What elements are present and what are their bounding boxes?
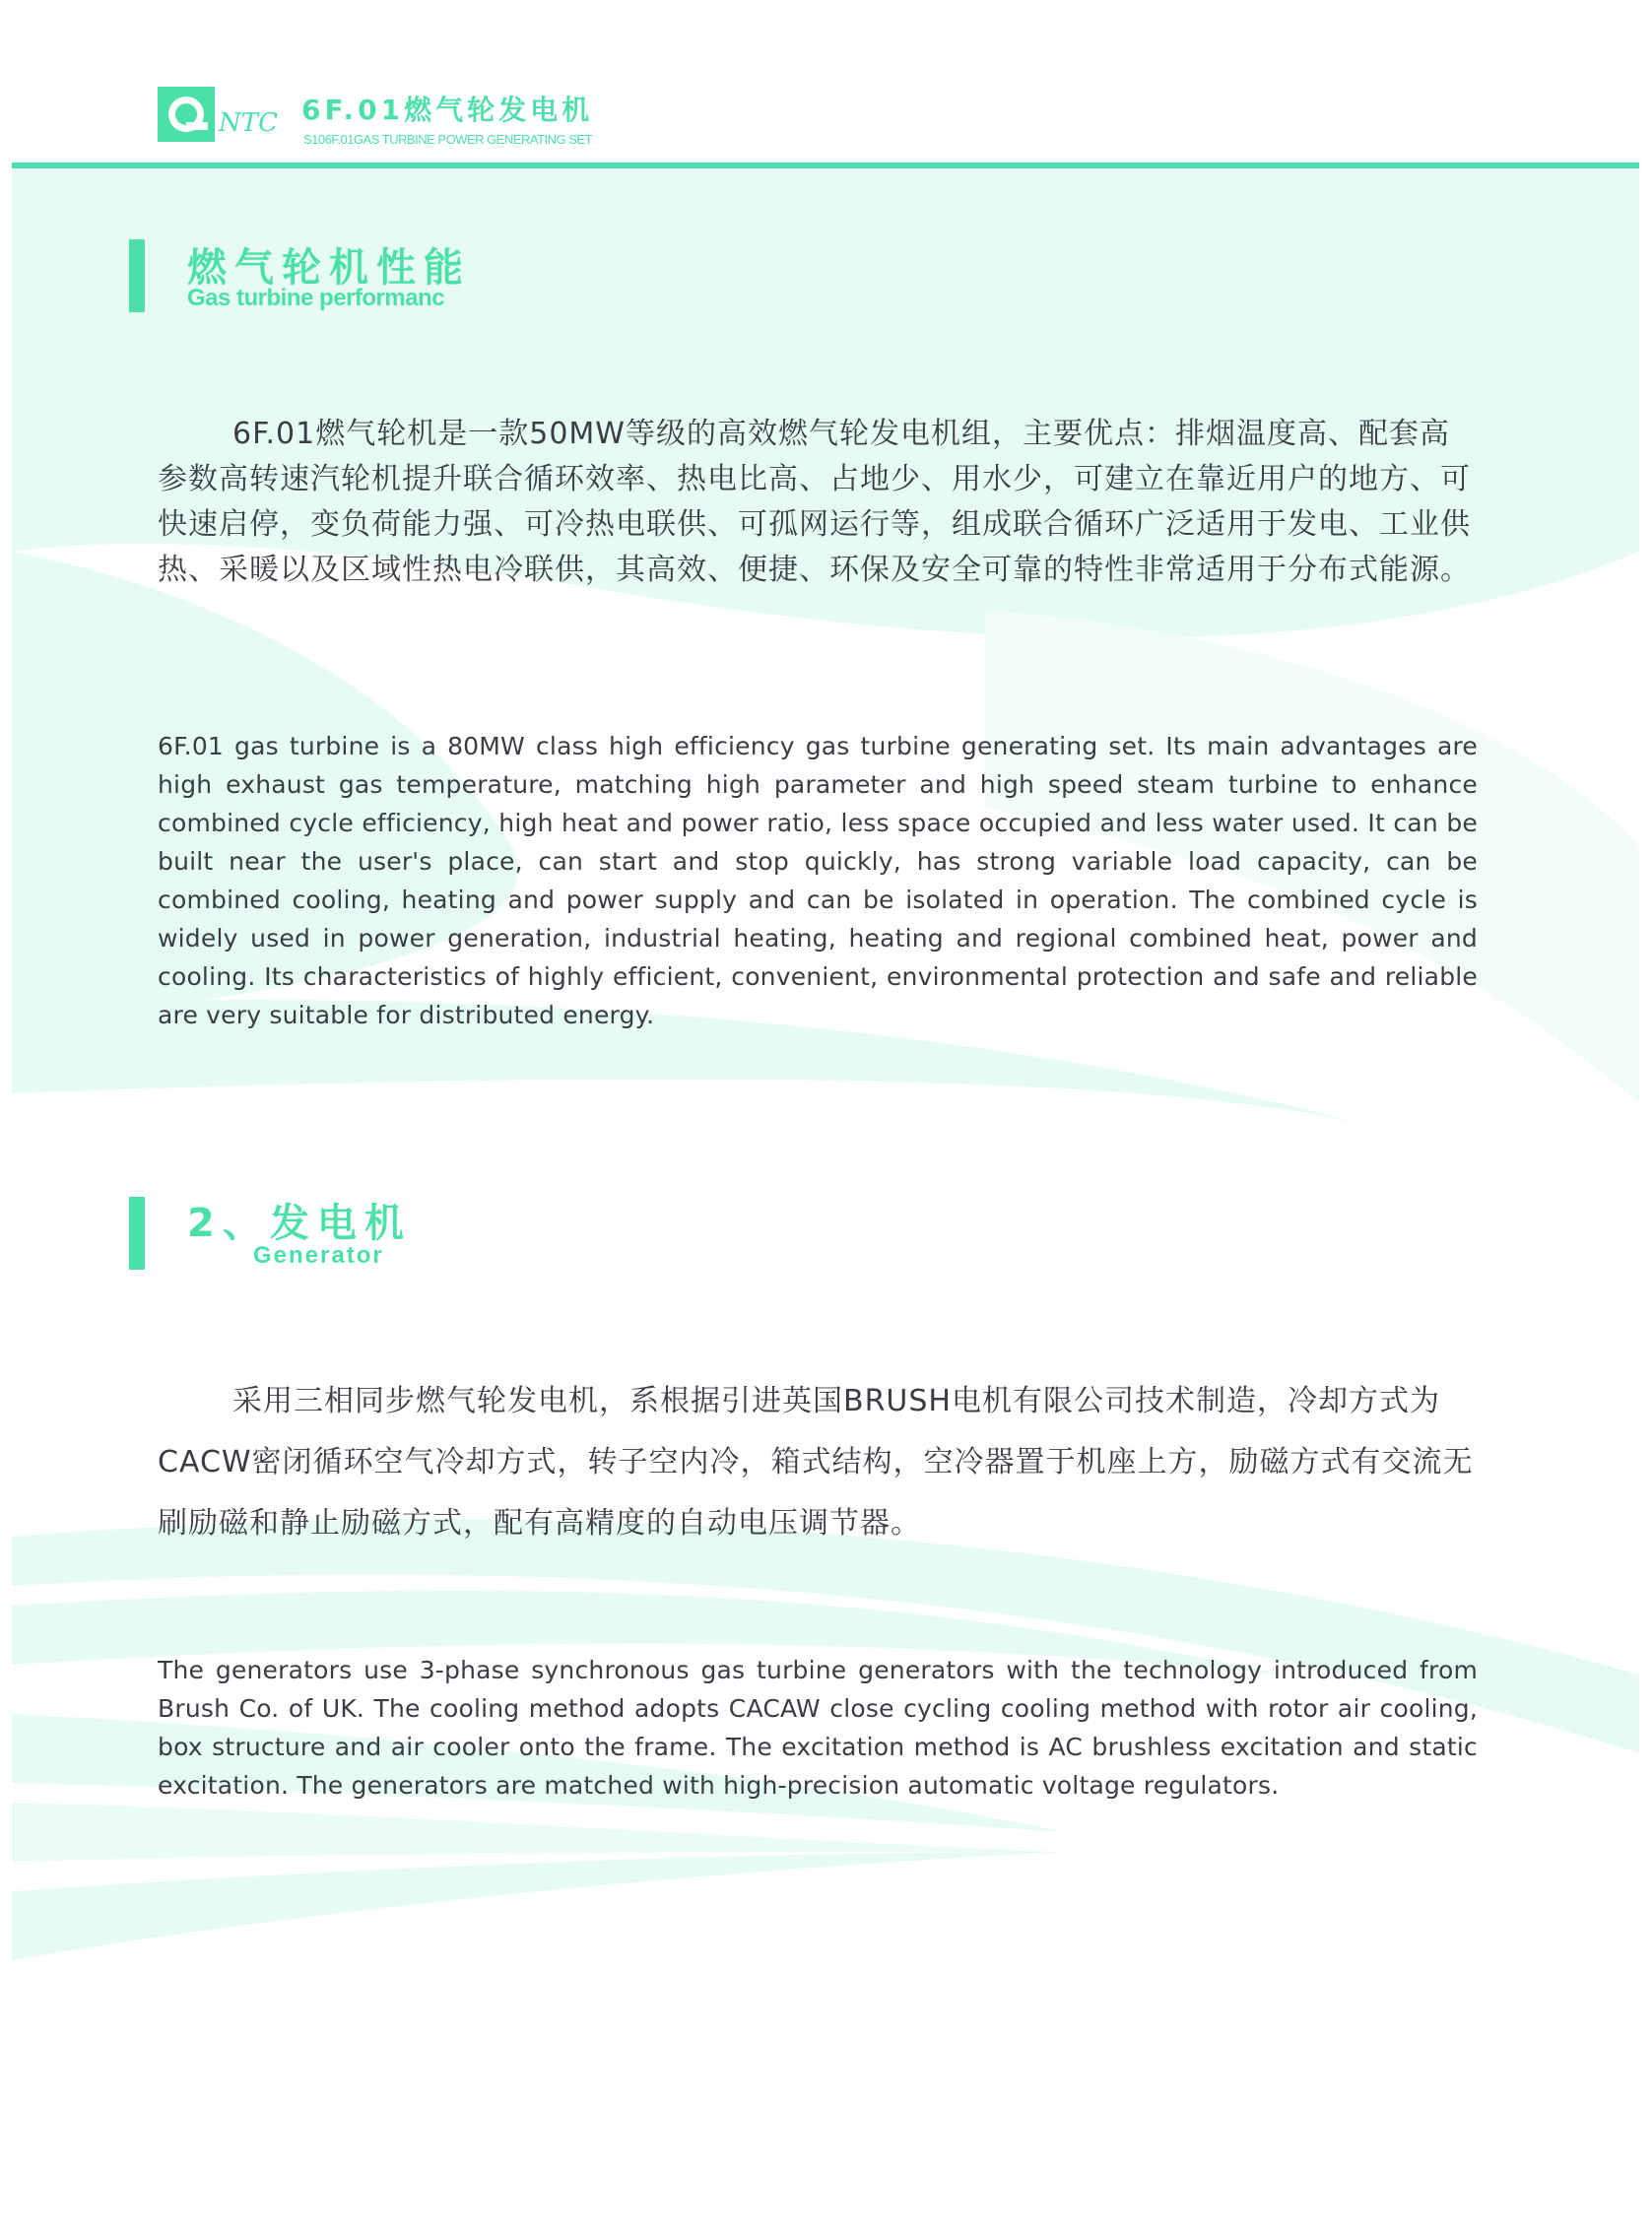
section2-accent-bar <box>129 1197 145 1270</box>
wave-band-6 <box>12 1852 1064 1960</box>
section2-paragraph-en: The generators use 3-phase synchronous gas turbine generators with the technology introduced from Brush Co. of UK. The cooling method adopts CACAW close cycling cooling method with rotor air cooling, box structure and air cooler onto the frame. The excitation method is AC brushless excitation and static excitation. The generators are matched with high-precision automatic voltage regulators. <box>158 1656 1478 1800</box>
header-title: 6F.01燃气轮发电机 <box>301 94 594 126</box>
section1-subtitle: Gas turbine performanc <box>187 285 445 311</box>
section1-accent-bar <box>129 239 145 312</box>
section1-paragraph-en: 6F.01 gas turbine is a 80MW class high efficiency gas turbine generating set. Its main advantages are high exhaust gas temperature, matching high parameter and high speed steam turbine to enhance combined cycle efficiency, high heat and power ratio, less space occupied and less water used. It can be built near the user's place, can start and stop quickly, has strong variable load capacity, can be combined cooling, heating and power supply and can be isolated in operation. The combined cycle is widely used in power generation, industrial heating, heating and regional combined heat, power and cooling. Its characteristics of highly efficient, convenient, environmental protection and safe and reliable are very suitable for distributed energy. <box>158 732 1478 1029</box>
section1-paragraph-cn: 6F.01燃气轮机是一款50MW等级的高效燃气轮发电机组，主要优点：排烟温度高、配套高参数高转速汽轮机提升联合循环效率、热电比高、占地少、用水少，可建立在靠近用户的地方、可快速启停，变负荷能力强、可冷热电联供、可孤网运行等，组成联合循环广泛适用于发电、工业供热、采暖以及区域性热电冷联供，其高效、便捷、环保及安全可靠的特性非常适用于分布式能源。 <box>158 417 1471 587</box>
section2-title: 2、发电机 <box>187 1201 412 1246</box>
section1-title: 燃气轮机性能 <box>187 245 471 291</box>
ntc-logo-icon <box>156 85 217 144</box>
header-divider <box>12 163 1639 168</box>
section2-subtitle: Generator <box>253 1242 384 1269</box>
section2-paragraph-cn: 采用三相同步燃气轮发电机，系根据引进英国BRUSH电机有限公司技术制造，冷却方式为CACW密闭循环空气冷却方式，转子空内冷，箱式结构，空冷器置于机座上方，励磁方式有交流无刷励磁和静止励磁方式，配有高精度的自动电压调节器。 <box>158 1384 1474 1541</box>
header-subtitle: S106F.01GAS TURBINE POWER GENERATING SET <box>303 132 593 147</box>
logo-text: NTC <box>219 108 278 138</box>
